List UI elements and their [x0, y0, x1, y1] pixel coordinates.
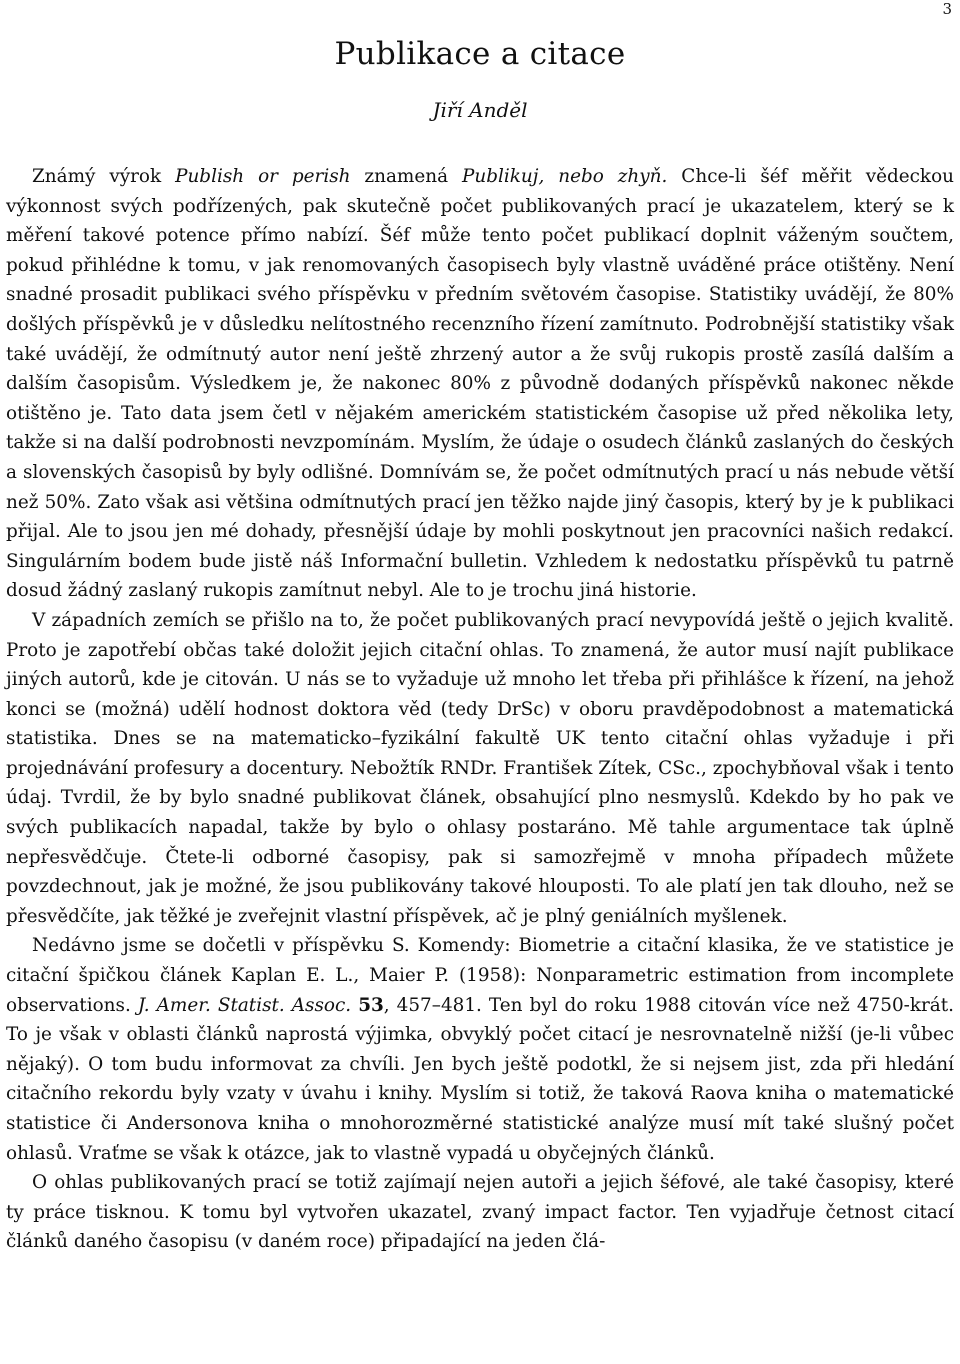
paragraph-3	[6, 931, 954, 1168]
paragraph-1	[6, 162, 954, 606]
paragraph-2	[6, 606, 954, 932]
article-title: Publikace a citace	[334, 36, 626, 72]
text-run: Nedávno jsme se dočetli v příspěvku S. Komendy: Biometrie a citační klasika, že ve statistice je citační špičkou článek Kaplan E. L., Maier P. (1958): Nonparametric estimation from incomplete observations.	[6, 935, 954, 1016]
journal-volume: 53	[358, 994, 384, 1016]
article-body	[6, 162, 954, 1257]
text-run: Známý výrok	[32, 166, 176, 187]
paragraph-4	[6, 1168, 954, 1257]
article-author: Jiří Anděl	[432, 98, 528, 122]
text-run-italic: Publikuj, nebo zhyň.	[462, 166, 668, 187]
text-run: , 457–481. Ten byl do roku 1988 citován více než 4750-krát. To je však v oblasti článků naprostá výjimka, obvyklý počet citací je nesrovnatelně nižší (je-li vůbec nějaký). O tom budu informovat za chvíli. Jen bych ještě podotkl, že si nejsem jist, zda při hledání citačního rekordu byly vzaty v úvahu i knihy. Myslím si totiž, že taková Raova kniha o matematické statistice či Andersonova kniha o mnohorozměrné statistické analýze musí mít také slušný počet ohlasů. Vraťme se však k otázce, jak to vlastně vypadá u obyčejných článků.	[6, 994, 955, 1164]
page-number: 3	[942, 0, 952, 18]
text-run: V západních zemích se přišlo na to, že počet publikovaných prací nevypovídá ještě o jejich kvalitě. Proto je zapotřebí občas také doložit jejich citační ohlas. To znamená, že autor musí najít publikace jiných autorů, kde je citován. U nás se to vyžaduje už mnoho let třeba při přihlášce k řízení, na jehož konci se (možná) udělí hodnost doktora věd (tedy DrSc) v oboru pravděpodobnost a matematická statistika. Dnes se na matematicko–fyzikální fakultě UK tento citační ohlas vyžaduje i při projednávání profesury a docentury. Nebožtík RNDr. František Zítek, CSc., zpochybňoval však i tento údaj. Tvrdil, že by bylo snadné publikovat článek, obsahující plno nesmyslů. Kdekdo by ho pak ve svých publikacích napadal, takže by bylo o ohlasy postaráno. Mě tahle argumentace tak úplně nepřesvědčuje. Čtete-li odborné časopisy, pak si samozřejmě v mnoha případech můžete povzdechnout, jak je možné, že jsou publikovány takové hlouposti. To ale platí jen tak dlouho, než se přesvědčíte, jak těžké je zveřejnit vlastní příspěvek, ač je plný geniálních myšlenek.	[6, 609, 954, 927]
journal-name: J. Amer. Statist. Assoc.	[137, 994, 352, 1016]
text-run: O ohlas publikovaných prací se totiž zajímají nejen autoři a jejich šéfové, ale také časopisy, které ty práce tisknou. K tomu byl vytvořen ukazatel, zvaný impact factor. Ten vyjadřuje četnost citací článků daného časopisu (v daném roce) připadající na jeden člá-	[6, 1172, 954, 1253]
text-run: znamená	[350, 166, 462, 187]
text-run-italic: Publish or perish	[175, 166, 351, 187]
text-run: Chce-li šéf měřit vědeckou výkonnost svých podřízených, pak skutečně počet publikovaných prací je ukazatelem, který se k měření takové potence přímo nabízí. Šéf může tento počet publikací doplnit váženým součtem, pokud přihlédne k tomu, v jak renomovaných časopisech byly vlastně uváděné práce otištěny. Není snadné prosadit publikaci svého příspěvku v předním světovém časopise. Statistiky uvádějí, že 80% došlých příspěvků je v důsledku nelítostného recenzního řízení zamítnuto. Podrobnější statistiky však také uvádějí, že odmítnutý autor není ještě zhrzený autor a že svůj rukopis prostě zasílá dalším a dalším časopisům. Výsledkem je, že nakonec 80% z původně dodaných příspěvků nakonec někde otištěno je. Tato data jsem četl v nějakém americkém statistickém časopise už před několika lety, takže si na další podrobnosti nevzpomínám. Myslím, že údaje o osudech článků zaslaných do českých a slovenských časopisů by byly odlišné. Domnívám se, že počet odmítnutých prací u nás nebude větší než 50%. Zato však asi většina odmítnutých prací jen těžko najde jiný časopis, který by je k publikaci přijal. Ale to jsou jen mé dohady, přesnější údaje by mohli poskytnout jen pracovníci našich redakcí. Singulárním bodem bude jistě náš Informační bulletin. Vzhledem k nedostatku příspěvků tu patrně dosud žádný zaslaný rukopis zamítnut nebyl. Ale to je trochu jiná historie.	[6, 166, 954, 602]
